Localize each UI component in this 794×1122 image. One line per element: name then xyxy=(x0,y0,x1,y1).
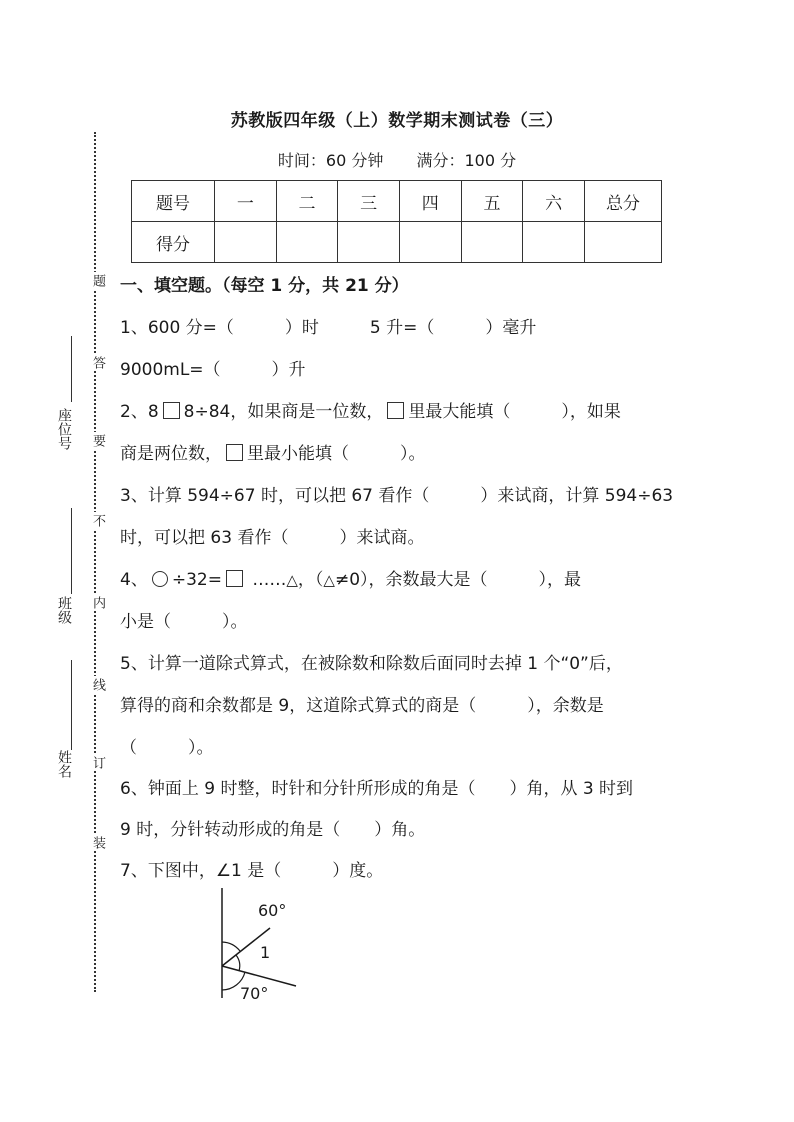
blank-square-icon xyxy=(226,570,243,587)
score-cell[interactable] xyxy=(585,222,662,263)
score-table-score-row xyxy=(132,222,662,263)
q2-text: 2、8 xyxy=(120,402,159,422)
blank-circle-icon xyxy=(152,571,168,587)
angle-label-70: 70° xyxy=(240,984,269,1003)
score-cell[interactable] xyxy=(523,222,585,263)
triangle-icon: △ xyxy=(286,571,298,589)
score-header-cell: 三 xyxy=(338,181,400,222)
seal-char: 题 xyxy=(90,274,105,287)
seal-char: 答 xyxy=(90,356,105,369)
blank-square-icon xyxy=(226,444,243,461)
angle-arc-60 xyxy=(222,942,240,951)
angle-arc-1 xyxy=(236,955,240,971)
question-3-line-2: 时，可以把 63 看作（ ）来试商。 xyxy=(120,528,425,548)
angle-label-1: 1 xyxy=(260,943,271,962)
blank-square-icon xyxy=(387,402,404,419)
score-header-cell: 六 xyxy=(523,181,585,222)
question-5-line-2: 算得的商和余数都是 9，这道除式算式的商是（ ），余数是 xyxy=(120,696,604,716)
score-header-cell: 一 xyxy=(215,181,277,222)
name-blank[interactable] xyxy=(71,660,72,750)
exam-info xyxy=(0,148,794,171)
score-cell[interactable] xyxy=(461,222,523,263)
angle-diagram xyxy=(200,886,320,1006)
q4-text: ÷32= xyxy=(171,570,222,590)
binding-dotted-line xyxy=(94,132,96,992)
seat-number-label: 座位号 xyxy=(56,408,72,450)
score-header-cell: 总分 xyxy=(585,181,662,222)
question-2-line-1 xyxy=(120,402,621,422)
score-cell[interactable] xyxy=(276,222,338,263)
seal-char: 要 xyxy=(90,434,105,447)
q4-text: ≠0），余数最大是（ ），最 xyxy=(334,570,582,590)
page-title: 苏教版四年级（上）数学期末测试卷（三） xyxy=(230,111,564,131)
name-label: 姓名 xyxy=(56,750,72,778)
score-header-cell: 二 xyxy=(276,181,338,222)
exam-full-score: 满分：100 分 xyxy=(416,151,517,170)
score-table-header-row xyxy=(132,181,662,222)
seat-number-blank[interactable] xyxy=(71,336,72,402)
q2-text: 里最大能填（ ），如果 xyxy=(408,402,621,422)
score-cell[interactable] xyxy=(399,222,461,263)
q4-text: …… xyxy=(252,570,287,590)
q2-text: 里最小能填（ ）。 xyxy=(247,444,426,464)
score-cell[interactable] xyxy=(215,222,277,263)
question-4-line-1 xyxy=(120,570,581,590)
angle-label-60: 60° xyxy=(258,901,287,920)
question-5-line-1: 5、计算一道除式算式，在被除数和除数后面同时去掉 1 个“0”后， xyxy=(120,654,623,674)
class-label: 班级 xyxy=(56,596,72,624)
score-header-cell: 五 xyxy=(461,181,523,222)
question-3-line-1: 3、计算 594÷67 时，可以把 67 看作（ ）来试商，计算 594÷63 xyxy=(120,486,674,506)
seal-char: 订 xyxy=(90,756,105,769)
q2-text: 商是两位数， xyxy=(120,444,222,464)
score-row-label: 得分 xyxy=(132,222,215,263)
class-blank[interactable] xyxy=(71,508,72,594)
exam-time: 时间：60 分钟 xyxy=(277,151,384,170)
q4-text: 4、 xyxy=(120,570,148,590)
score-cell[interactable] xyxy=(338,222,400,263)
triangle-icon: △ xyxy=(323,571,335,589)
score-table xyxy=(131,180,662,263)
seal-char: 线 xyxy=(90,678,105,691)
question-2-line-2 xyxy=(120,444,426,464)
question-5-line-3: （ ）。 xyxy=(120,738,214,758)
q2-text: 8÷84，如果商是一位数， xyxy=(183,402,384,422)
lower-ray xyxy=(222,966,296,986)
question-4-line-2: 小是（ ）。 xyxy=(120,612,248,632)
seal-char: 内 xyxy=(90,596,105,609)
q4-text: ，（ xyxy=(297,570,324,590)
seal-char: 装 xyxy=(90,836,105,849)
question-1-line-2: 9000mL=（ ）升 xyxy=(120,360,306,380)
question-1-line-1: 1、600 分=（ ）时 5 升=（ ）毫升 xyxy=(120,318,537,338)
blank-square-icon xyxy=(163,402,180,419)
score-header-cell: 题号 xyxy=(132,181,215,222)
section-heading: 一、填空题。（每空 1 分，共 21 分） xyxy=(120,276,409,296)
score-header-cell: 四 xyxy=(399,181,461,222)
question-6-line-1: 6、钟面上 9 时整，时针和分针所形成的角是（ ）角，从 3 时到 xyxy=(120,779,634,799)
question-7: 7、下图中，∠1 是（ ）度。 xyxy=(120,861,384,881)
question-6-line-2: 9 时，分针转动形成的角是（ ）角。 xyxy=(120,820,426,840)
seal-char: 不 xyxy=(90,514,105,527)
